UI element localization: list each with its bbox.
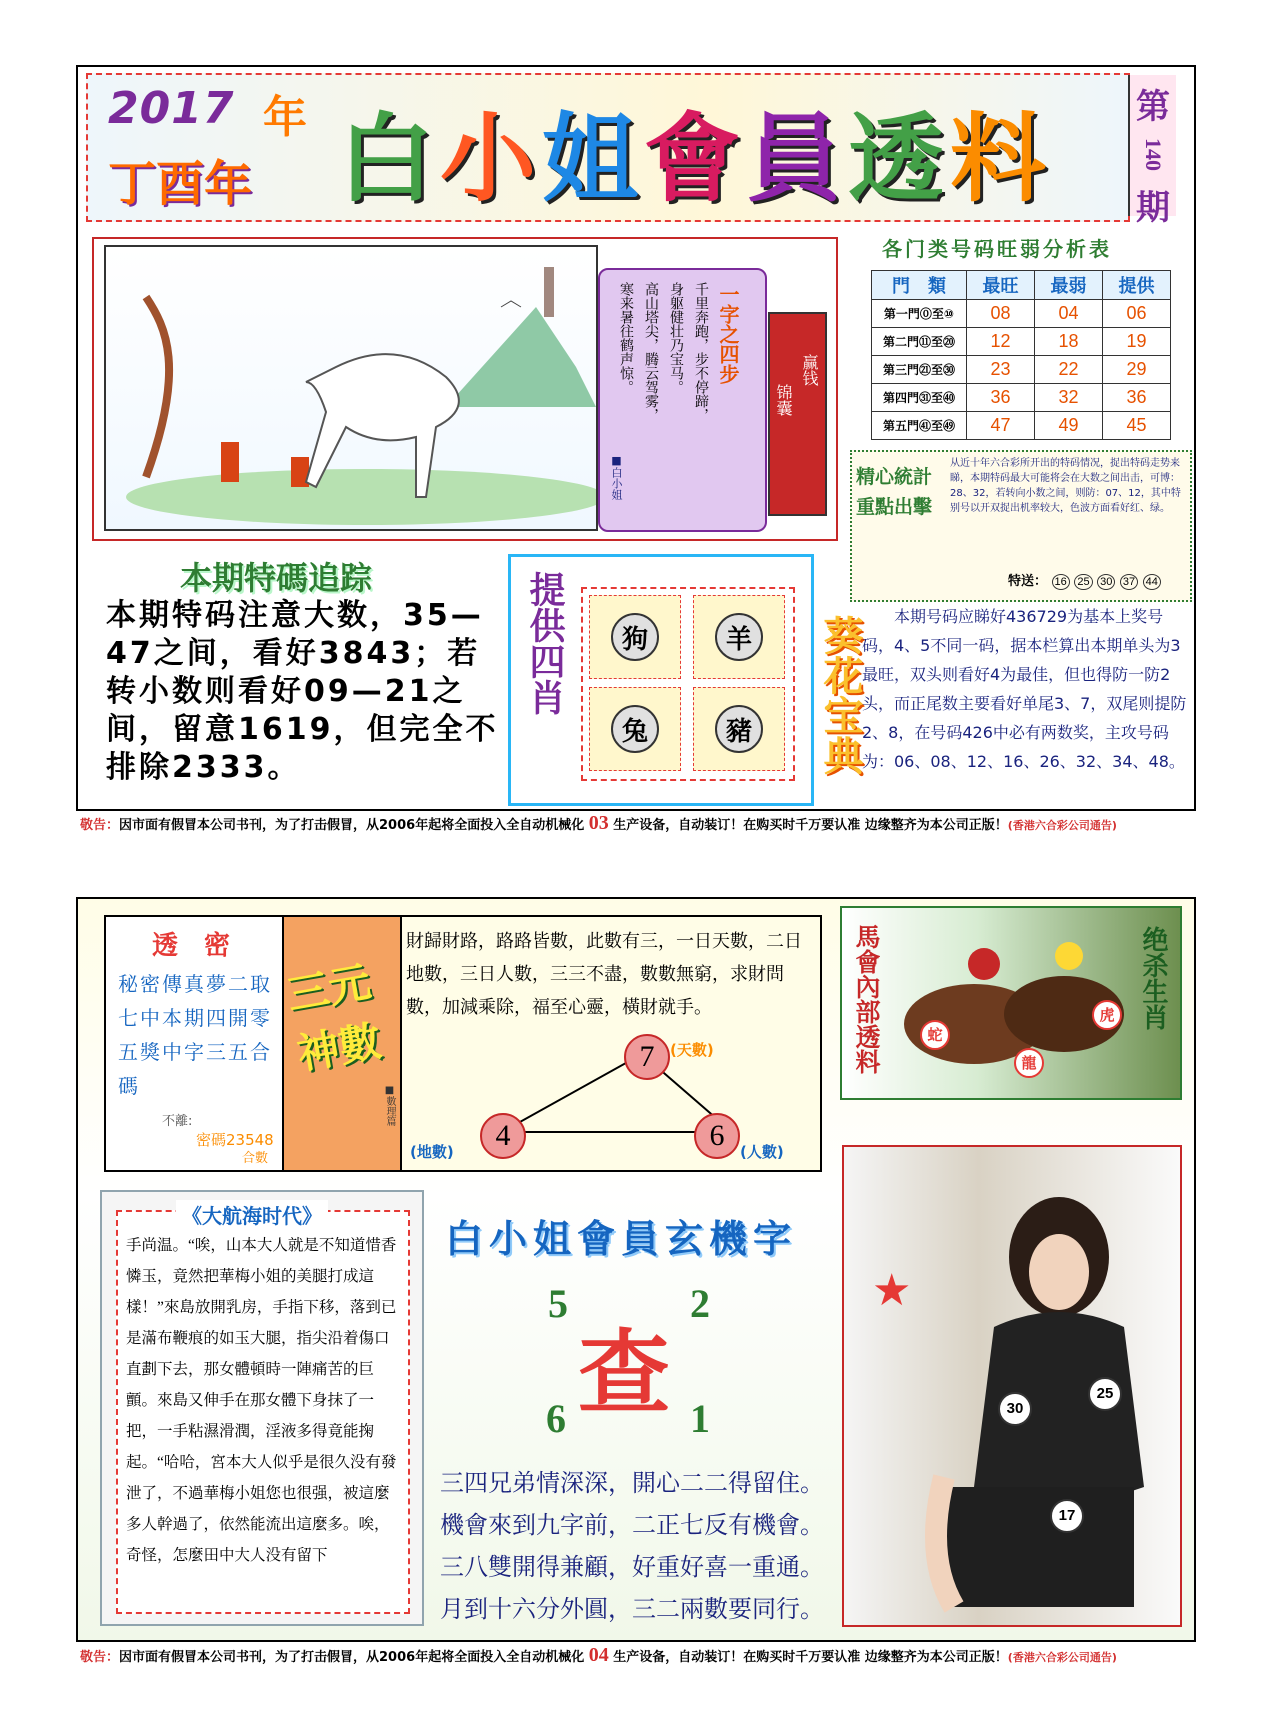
- notice-sign: (香港六合彩公司通告): [1007, 819, 1117, 832]
- notice-text: 因市面有假冒本公司书刊，为了打击假冒，从2006年起将全面投入全自动机械化: [119, 1650, 585, 1665]
- zodiac-animal: 兔: [611, 705, 659, 753]
- table-row: [872, 328, 1171, 356]
- mystery-verses: [440, 1462, 840, 1630]
- horse-panel-label: 馬會內部透料: [852, 924, 881, 1074]
- secret-code: 密碼23548: [196, 1131, 274, 1149]
- verse-line: 三八雙開得兼顧，好重好喜一重通。: [440, 1553, 824, 1581]
- zodiac-tag: 虎: [1092, 1000, 1122, 1030]
- header-title: [338, 83, 1052, 220]
- notice-warn: 敬告：: [80, 1650, 120, 1665]
- title-char: 姐: [542, 103, 644, 215]
- notice-text: 生产设备，自动装订！在购买时千万要认准 边缘整齐为本公司正版！: [613, 818, 1008, 833]
- table-header: 提供: [1103, 271, 1171, 300]
- special-ball: 30: [1097, 574, 1115, 590]
- row-label: 第四門㉛至㊵: [872, 384, 967, 412]
- tian-label: (天數): [670, 1041, 714, 1059]
- issue-number: [1128, 75, 1176, 227]
- zodiac-tag: 龍: [1014, 1048, 1044, 1078]
- row-label: 第三門㉑至㉚: [872, 356, 967, 384]
- special-ball: 16: [1052, 574, 1070, 590]
- issue-top: 第: [1136, 89, 1170, 126]
- number-badge: 25: [1088, 1377, 1122, 1411]
- ren-label: (人數): [740, 1143, 784, 1161]
- special-ball: 25: [1074, 574, 1092, 590]
- bag-left-text: 锦囊: [774, 384, 793, 416]
- cell-strong: 23: [967, 356, 1035, 384]
- header-year: 2017: [108, 83, 235, 134]
- cell-offer: 06: [1103, 300, 1171, 328]
- tracking-title: 本期特碼追踪: [180, 559, 373, 597]
- horse-racing-panel: [840, 906, 1182, 1100]
- zodiac-cell: [693, 595, 785, 679]
- horse-drawing: [106, 247, 596, 529]
- table-title: 各门类号码旺弱分析表: [882, 237, 1112, 261]
- cell-strong: 47: [967, 412, 1035, 440]
- special-row: [1008, 570, 1161, 589]
- novel-title: 《大航海时代》: [176, 1200, 328, 1229]
- novel-panel: [100, 1190, 424, 1626]
- zodiac-cell: [693, 687, 785, 771]
- table-header: 最弱: [1035, 271, 1103, 300]
- sanyuan-label: 三元神數: [283, 956, 385, 1079]
- zodiac-tag: 蛇: [920, 1020, 950, 1050]
- table-row: [872, 412, 1171, 440]
- secret-panel: [104, 915, 284, 1172]
- zodiac-cell: [589, 595, 681, 679]
- stats-text: 从近十年六合彩所开出的特码情况，捉出特码走势来睇，本期特码最大可能将会在大数之间出击，可博：28、32，若转向小数之间，则防：07、12，其中特别号以开双捉出机率较大，色波方面看好红、绿。: [950, 458, 1181, 514]
- secret-text: 秘密傳真夢二取七中本期四開零五獎中字三五合碼: [118, 972, 272, 1098]
- jue-sha-label: 绝杀生肖: [1138, 926, 1168, 1030]
- table-row: [872, 356, 1171, 384]
- novel-inner: [116, 1204, 410, 1614]
- mystery-num-tl: 5: [548, 1281, 568, 1326]
- not-far-label: 不離:: [162, 1114, 193, 1129]
- issue-num: 140: [1141, 137, 1166, 171]
- notice-line: [80, 812, 1117, 835]
- di-number: 4: [480, 1113, 526, 1159]
- notice-sign: (香港六合彩公司通告): [1007, 1651, 1117, 1664]
- poem-col-3: 身躯健壮乃宝马。: [668, 282, 683, 394]
- zodiac-grid: [581, 587, 795, 781]
- table-header: 最旺: [967, 271, 1035, 300]
- cell-strong: 36: [967, 384, 1035, 412]
- sanyuan-sig: ■數理篇: [384, 1085, 395, 1126]
- table-row: [872, 300, 1171, 328]
- table-header-row: [872, 271, 1171, 300]
- table-header: 門 類: [872, 271, 967, 300]
- sanyuan-verse: 財歸財路，路路皆數，此數有三，一日天數，二日地數，三日人數，三三不盡，數數無窮，求財問數，加減乘除，福至心靈，橫財就手。: [406, 931, 802, 1018]
- title-char: 透: [848, 103, 950, 215]
- poem-signature: ■白小姐: [610, 454, 623, 500]
- poem-col-4: 千里奔跑，步不停蹄，: [693, 282, 708, 422]
- verse-line: 機會來到九字前，二正七反有機會。: [440, 1511, 824, 1539]
- row-label: 第五門㊶至㊾: [872, 412, 967, 440]
- cell-weak: 32: [1035, 384, 1103, 412]
- page-number: 03: [588, 812, 609, 834]
- sunflower-label: 葵花宝典: [817, 615, 863, 775]
- row-label: 第二門⑪至⑳: [872, 328, 967, 356]
- sanyuan-tag: [282, 915, 404, 1172]
- cell-weak: 18: [1035, 328, 1103, 356]
- cell-strong: 12: [967, 328, 1035, 356]
- cell-weak: 49: [1035, 412, 1103, 440]
- header-banner: [86, 73, 1170, 227]
- zodiac-animal: 狗: [611, 613, 659, 661]
- row-label: 第一門⓪至⑩: [872, 300, 967, 328]
- mystery-num-bl: 6: [546, 1396, 566, 1441]
- secret-title: 透 密: [152, 931, 231, 961]
- cell-offer: 45: [1103, 412, 1171, 440]
- table-row: [872, 384, 1171, 412]
- cell-offer: 19: [1103, 328, 1171, 356]
- title-char: 料: [950, 103, 1052, 215]
- model-figure: [884, 1177, 1174, 1617]
- cell-weak: 22: [1035, 356, 1103, 384]
- verse-line: 月到十六分外圓，三二兩數要同行。: [440, 1595, 824, 1623]
- stats-side-label: 精心統計重點出擊: [856, 466, 933, 518]
- cell-strong: 08: [967, 300, 1035, 328]
- title-char: 會: [644, 103, 746, 215]
- sanyuan-verse-panel: [400, 915, 822, 1172]
- zodiac-label: 提供四肖: [524, 571, 565, 715]
- tian-number: 7: [624, 1034, 670, 1080]
- number-badge: 17: [1050, 1499, 1084, 1533]
- tracking-text: 本期特码注意大数，35—47之间，看好3843；若转小数则看好09—21之间，留意1619，但完全不排除2333。: [106, 598, 499, 785]
- title-char: 白: [338, 103, 440, 215]
- poem-col-2: 高山塔尖，腾云驾雾，: [643, 282, 658, 422]
- verse-line: 三四兄弟情深深，開心二二得留住。: [440, 1469, 824, 1497]
- header-nian: 年: [263, 92, 307, 143]
- zodiac-panel: [508, 554, 814, 806]
- zodiac-animal: 羊: [715, 613, 763, 661]
- poem-scroll: [598, 268, 767, 532]
- notice-text: 生产设备，自动装订！在购买时千万要认准 边缘整齐为本公司正版！: [613, 1650, 1008, 1665]
- novel-text: 手尚温。“唉，山本大人就是不知道惜香憐玉，竟然把華梅小姐的美腿打成這樣！”來島放開乳房，手指下移，落到已是滿布鞭痕的如玉大腿，指尖沿着傷口直劃下去，那女體頓時一陣痛苦的巨顫。來島又伸手在那女體下身抹了一把，一手粘濕滑潤，淫液多得竟能掬起。“哈哈，宮本大人似乎是很久没有發泄了，不過華梅小姐您也很强，被這麼多人幹過了，依然能流出這麼多。唉，奇怪，怎麼田中大人没有留下: [126, 1237, 397, 1564]
- star-badge: ★: [872, 1265, 912, 1316]
- notice-warn: 敬告：: [80, 818, 120, 833]
- bag-right-text: 赢钱: [800, 354, 819, 386]
- zodiac-cell: [589, 687, 681, 771]
- sunflower-text: 本期号码应睇好436729为基本上奖号码，4、5不同一码，据本栏算出本期单头为3最旺，双头则看好4为最佳，但也得防一防2头，而正尾数主要看好单尾3、7，双尾则提防2、8，在号码426中必有两数奖，主攻号码为：06、08、12、16、26、32、34、48。: [862, 607, 1187, 771]
- mystery-title: 白小姐會員玄機字: [445, 1217, 798, 1261]
- special-ball: 37: [1120, 574, 1138, 590]
- poem-title: 一字之四步: [716, 284, 740, 384]
- poem-col-1: 寒来暑往鹤声惊。: [618, 282, 633, 394]
- page-number: 04: [588, 1644, 609, 1666]
- title-char: 員: [746, 103, 848, 215]
- number-badge: 30: [998, 1392, 1032, 1426]
- di-label: (地數): [410, 1143, 454, 1161]
- notice-line: [80, 1644, 1117, 1667]
- cell-offer: 36: [1103, 384, 1171, 412]
- mystery-num-br: 1: [690, 1396, 710, 1441]
- mystery-char: 查: [578, 1319, 671, 1427]
- issue-bottom: 期: [1136, 190, 1170, 227]
- zone-analysis-table: [871, 270, 1171, 440]
- cell-weak: 04: [1035, 300, 1103, 328]
- cell-offer: 29: [1103, 356, 1171, 384]
- title-char: 小: [440, 103, 542, 215]
- special-label: 特送：: [1008, 574, 1048, 589]
- model-photo: [842, 1145, 1182, 1627]
- secret-sum: 合數: [242, 1151, 269, 1166]
- brocade-bag: [768, 312, 827, 516]
- racing-horses-image: [894, 924, 1124, 1084]
- header-dingyou: 丁酉年: [108, 156, 253, 212]
- ren-number: 6: [694, 1113, 740, 1159]
- zodiac-animal: 豬: [715, 705, 763, 753]
- notice-text: 因市面有假冒本公司书刊，为了打击假冒，从2006年起将全面投入全自动机械化: [119, 818, 585, 833]
- stats-box: [850, 450, 1192, 602]
- mystery-num-tr: 2: [690, 1281, 710, 1326]
- horse-illustration: [104, 245, 598, 531]
- special-ball: 44: [1143, 574, 1161, 590]
